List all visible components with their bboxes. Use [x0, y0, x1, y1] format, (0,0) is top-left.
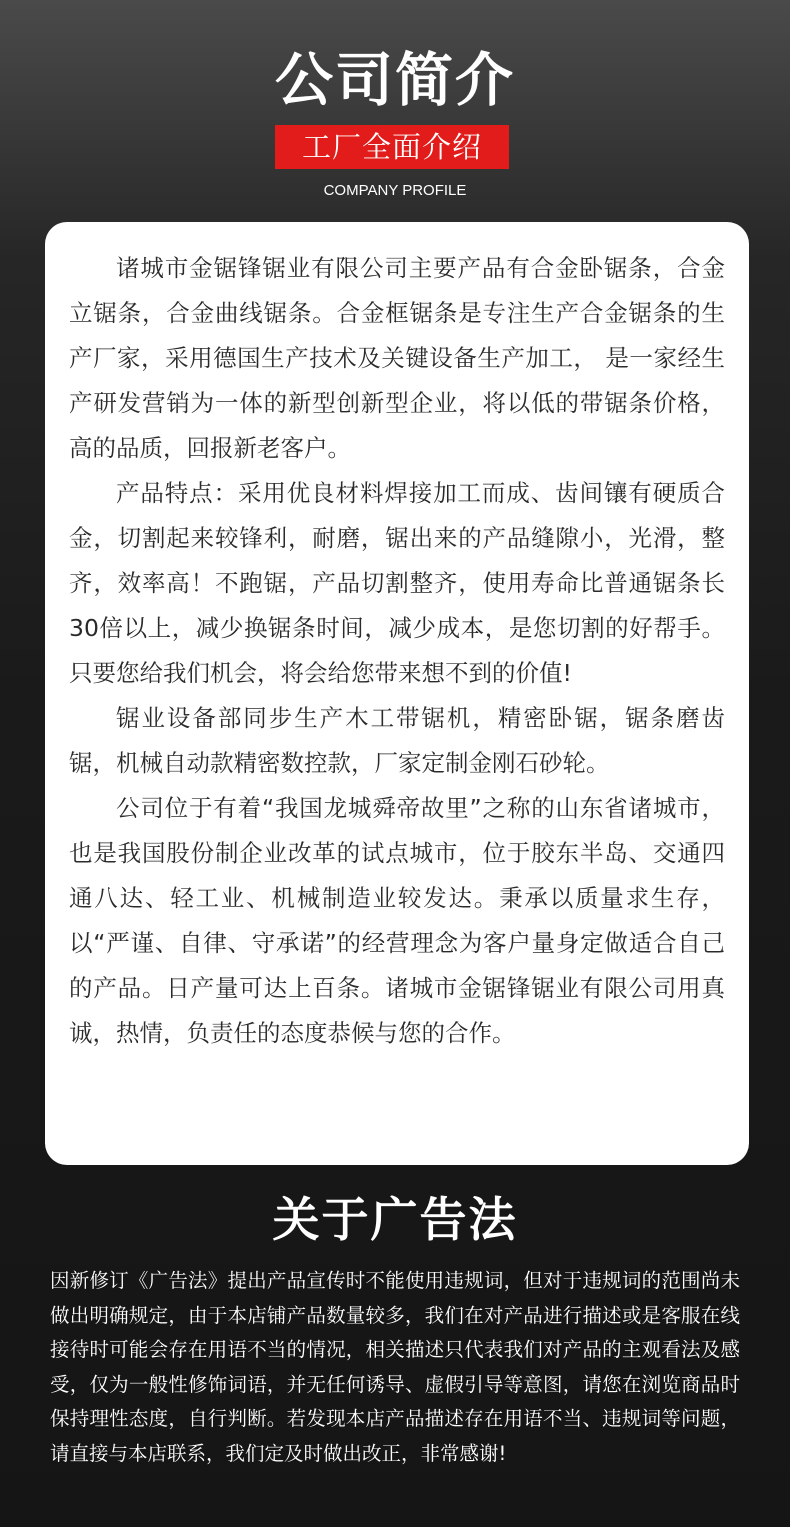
- profile-paragraph-features: 产品特点：采用优良材料焊接加工而成、齿间镶有硬质合金，切割起来较锋利，耐磨，锯出来的产品缝隙小，光滑，整齐，效率高！不跑锯，产品切割整齐，使用寿命比普通锯条长30倍以上，减少换锯条时间，减少成本，是您切割的好帮手。只要您给我们机会，将会给您带来想不到的价值!: [69, 479, 725, 687]
- company-profile-subtitle: COMPANY PROFILE: [323, 182, 467, 199]
- profile-paragraph-location: 公司位于有着“我国龙城舜帝故里”之称的山东省诸城市，也是我国股份制企业改革的试点城市，位于胶东半岛、交通四通八达、轻工业、机械制造业较发达。秉承以质量求生存，以“严谨、自律、守承诺”的经营理念为客户量身定做适合自己的产品。日产量可达上百条。诸城市金锯锋锯业有限公司用真诚，热情，负责任的态度恭候与您的合作。: [69, 794, 725, 1047]
- ad-law-notice: 因新修订《广告法》提出产品宣传时不能使用违规词，但对于违规词的范围尚未做出明确规定，由于本店铺产品数量较多，我们在对产品进行描述或是客服在线接待时可能会存在用语不当的情况，相关描述只代表我们对产品的主观看法及感受，仅为一般性修饰词语，并无任何诱导、虚假引导等意图，请您在浏览商品时保持理性态度，自行判断。若发现本店产品描述存在用语不当、违规词等问题，请直接与本店联系，我们定及时做出改正，非常感谢!: [50, 1269, 740, 1465]
- profile-paragraph-intro: 诸城市金锯锋锯业有限公司主要产品有合金卧锯条，合金立锯条，合金曲线锯条。合金框锯条是专注生产合金锯条的生产厂家，采用德国生产技术及关键设备生产加工， 是一家经生产研发营销为一体的新型创新型企业，将以低的带锯条价格，高的品质，回报新老客户。: [69, 254, 725, 462]
- ad-law-title: 关于广告法: [272, 1193, 518, 1248]
- profile-paragraph-equipment: 锯业设备部同步生产木工带锯机，精密卧锯，锯条磨齿锯，机械自动款精密数控款，厂家定制金刚石砂轮。: [69, 704, 725, 777]
- company-profile-card: [45, 222, 749, 1165]
- factory-intro-banner: 工厂全面介绍: [275, 125, 509, 169]
- page-title: 公司简介: [274, 46, 515, 114]
